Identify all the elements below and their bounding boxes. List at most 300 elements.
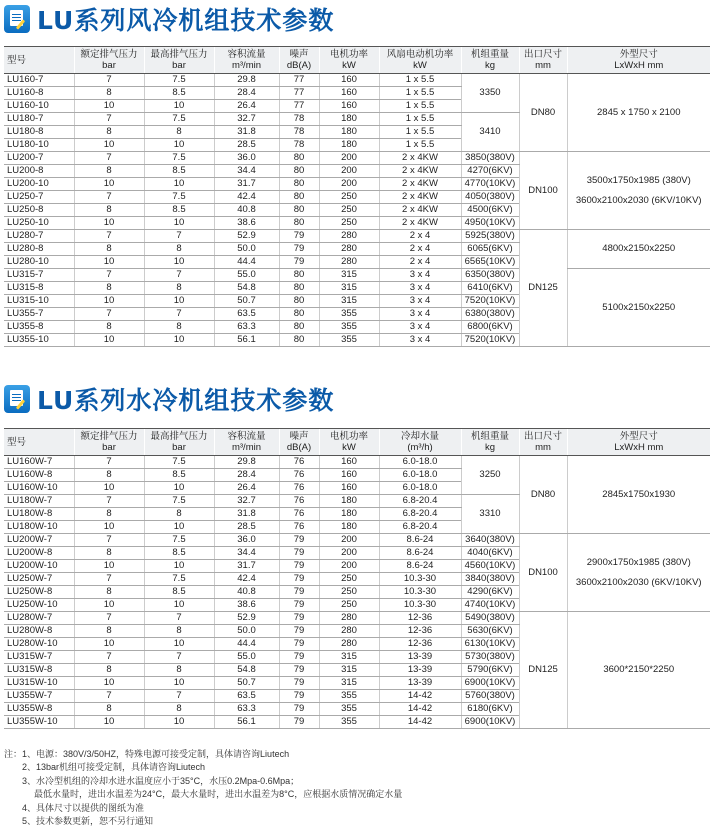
rated-pressure-cell: 8 bbox=[74, 664, 144, 677]
model-cell: LU200W-10 bbox=[4, 560, 74, 573]
document-pen-icon bbox=[4, 385, 30, 413]
motor-power-cell: 250 bbox=[319, 599, 379, 612]
max-pressure-cell: 10 bbox=[144, 217, 214, 230]
noise-cell: 80 bbox=[279, 178, 319, 191]
noise-cell: 77 bbox=[279, 87, 319, 100]
cooling-water-cell: 13-39 bbox=[379, 664, 461, 677]
weight-cell: 4560(10KV) bbox=[461, 560, 519, 573]
flow-cell: 40.8 bbox=[214, 204, 279, 217]
model-cell: LU250W-7 bbox=[4, 573, 74, 586]
dimensions-cell: 2845 x 1750 x 2100 bbox=[567, 74, 710, 152]
max-pressure-cell: 10 bbox=[144, 100, 214, 113]
noise-cell: 76 bbox=[279, 495, 319, 508]
motor-power-cell: 200 bbox=[319, 165, 379, 178]
motor-power-cell: 355 bbox=[319, 308, 379, 321]
outlet-size-cell: DN125 bbox=[519, 230, 567, 347]
weight-cell: 4950(10KV) bbox=[461, 217, 519, 230]
header-cell bbox=[379, 429, 461, 456]
header-label: 额定排气压力 bbox=[80, 431, 138, 442]
water-spec-table bbox=[4, 428, 710, 729]
rated-pressure-cell: 10 bbox=[74, 256, 144, 269]
cooling-water-cell: 14-42 bbox=[379, 716, 461, 729]
motor-power-cell: 250 bbox=[319, 217, 379, 230]
weight-cell: 6800(6KV) bbox=[461, 321, 519, 334]
flow-cell: 31.7 bbox=[214, 560, 279, 573]
header-label: 出口尺寸 bbox=[523, 49, 562, 60]
dimensions-cell-line: 3500x1750x1985 (380V) bbox=[586, 174, 691, 186]
flow-cell: 34.4 bbox=[214, 165, 279, 178]
motor-power-cell: 250 bbox=[319, 191, 379, 204]
air-title-text: LU系列风冷机组技术参数 bbox=[37, 6, 335, 35]
noise-cell: 80 bbox=[279, 165, 319, 178]
rated-pressure-cell: 8 bbox=[74, 243, 144, 256]
fan-power-cell: 2 x 4KW bbox=[379, 152, 461, 165]
noise-cell: 80 bbox=[279, 308, 319, 321]
rated-pressure-cell: 10 bbox=[74, 139, 144, 152]
noise-cell: 79 bbox=[279, 716, 319, 729]
model-cell: LU250-10 bbox=[4, 217, 74, 230]
max-pressure-cell: 7.5 bbox=[144, 534, 214, 547]
cooling-water-cell: 13-39 bbox=[379, 651, 461, 664]
model-cell: LU280-8 bbox=[4, 243, 74, 256]
motor-power-cell: 200 bbox=[319, 152, 379, 165]
fan-power-cell: 3 x 4 bbox=[379, 282, 461, 295]
note-5: 5、技术参数更新，恕不另行通知 bbox=[22, 816, 154, 827]
header-label: 额定排气压力 bbox=[80, 49, 138, 60]
flow-cell: 31.8 bbox=[214, 126, 279, 139]
dimensions-cell-line: 3600x2100x2030 (6KV/10KV) bbox=[575, 194, 702, 206]
outlet-size-cell: DN100 bbox=[519, 534, 567, 612]
flow-cell: 36.0 bbox=[214, 152, 279, 165]
water-section-title bbox=[4, 384, 334, 414]
weight-cell: 4290(6KV) bbox=[461, 586, 519, 599]
weight-cell: 4500(6KV) bbox=[461, 204, 519, 217]
dimensions-cell: 2845x1750x1930 bbox=[567, 456, 710, 534]
fan-power-cell: 1 x 5.5 bbox=[379, 87, 461, 100]
motor-power-cell: 355 bbox=[319, 690, 379, 703]
noise-cell: 80 bbox=[279, 282, 319, 295]
table-row bbox=[4, 74, 710, 87]
motor-power-cell: 160 bbox=[319, 469, 379, 482]
dimensions-cell-line: 3600x2100x2030 (6KV/10KV) bbox=[575, 576, 702, 588]
motor-power-cell: 180 bbox=[319, 508, 379, 521]
noise-cell: 80 bbox=[279, 334, 319, 347]
model-cell: LU250-7 bbox=[4, 191, 74, 204]
flow-cell: 54.8 bbox=[214, 664, 279, 677]
max-pressure-cell: 8 bbox=[144, 664, 214, 677]
rated-pressure-cell: 7 bbox=[74, 113, 144, 126]
weight-cell: 6900(10KV) bbox=[461, 716, 519, 729]
cooling-water-cell: 6.0-18.0 bbox=[379, 482, 461, 495]
noise-cell: 79 bbox=[279, 599, 319, 612]
rated-pressure-cell: 7 bbox=[74, 534, 144, 547]
fan-power-cell: 3 x 4 bbox=[379, 269, 461, 282]
outlet-size-cell: DN125 bbox=[519, 612, 567, 729]
model-cell: LU355-7 bbox=[4, 308, 74, 321]
fan-power-cell: 1 x 5.5 bbox=[379, 100, 461, 113]
rated-pressure-cell: 7 bbox=[74, 495, 144, 508]
fan-power-cell: 1 x 5.5 bbox=[379, 113, 461, 126]
header-unit: dB(A) bbox=[286, 60, 312, 71]
dimensions-cell-line: 2900x1750x1985 (380V) bbox=[586, 556, 691, 568]
weight-cell: 3350 bbox=[461, 74, 519, 113]
model-cell: LU160W-10 bbox=[4, 482, 74, 495]
header-unit: mm bbox=[535, 442, 551, 453]
flow-cell: 52.9 bbox=[214, 612, 279, 625]
footnotes bbox=[4, 748, 402, 828]
max-pressure-cell: 7 bbox=[144, 230, 214, 243]
note-4: 4、具体尺寸以提供的图纸为准 bbox=[22, 802, 145, 813]
flow-cell: 28.5 bbox=[214, 139, 279, 152]
weight-cell: 6565(10KV) bbox=[461, 256, 519, 269]
model-cell: LU180W-10 bbox=[4, 521, 74, 534]
header-label: 机组重量 bbox=[470, 49, 509, 60]
header-cell bbox=[74, 429, 144, 456]
header-cell bbox=[567, 47, 710, 74]
flow-cell: 26.4 bbox=[214, 100, 279, 113]
flow-cell: 31.7 bbox=[214, 178, 279, 191]
header-cell bbox=[567, 429, 710, 456]
header-label: 外型尺寸 bbox=[619, 49, 658, 60]
max-pressure-cell: 10 bbox=[144, 178, 214, 191]
weight-cell: 6380(380V) bbox=[461, 308, 519, 321]
max-pressure-cell: 8.5 bbox=[144, 204, 214, 217]
header-cell bbox=[214, 429, 279, 456]
header-cell bbox=[4, 429, 74, 456]
flow-cell: 56.1 bbox=[214, 334, 279, 347]
noise-cell: 80 bbox=[279, 191, 319, 204]
weight-cell: 6180(6KV) bbox=[461, 703, 519, 716]
header-label: 出口尺寸 bbox=[523, 431, 562, 442]
header-unit: dB(A) bbox=[286, 442, 312, 453]
rated-pressure-cell: 8 bbox=[74, 321, 144, 334]
noise-cell: 78 bbox=[279, 126, 319, 139]
header-label: 容积流量 bbox=[227, 431, 266, 442]
weight-cell: 3850(380V) bbox=[461, 152, 519, 165]
max-pressure-cell: 8.5 bbox=[144, 547, 214, 560]
header-label: 型号 bbox=[7, 54, 27, 66]
flow-cell: 50.0 bbox=[214, 625, 279, 638]
rated-pressure-cell: 10 bbox=[74, 716, 144, 729]
motor-power-cell: 180 bbox=[319, 521, 379, 534]
motor-power-cell: 200 bbox=[319, 547, 379, 560]
header-unit: mm bbox=[535, 60, 551, 71]
header-cell bbox=[144, 429, 214, 456]
noise-cell: 77 bbox=[279, 74, 319, 87]
rated-pressure-cell: 10 bbox=[74, 100, 144, 113]
weight-cell: 6900(10KV) bbox=[461, 677, 519, 690]
cooling-water-cell: 6.8-20.4 bbox=[379, 508, 461, 521]
flow-cell: 28.4 bbox=[214, 87, 279, 100]
max-pressure-cell: 7 bbox=[144, 269, 214, 282]
motor-power-cell: 280 bbox=[319, 256, 379, 269]
table-row bbox=[4, 152, 710, 165]
model-cell: LU315W-8 bbox=[4, 664, 74, 677]
max-pressure-cell: 8 bbox=[144, 625, 214, 638]
model-cell: LU315-7 bbox=[4, 269, 74, 282]
rated-pressure-cell: 8 bbox=[74, 87, 144, 100]
air-section-title bbox=[4, 4, 334, 34]
flow-cell: 38.6 bbox=[214, 217, 279, 230]
model-cell: LU180-7 bbox=[4, 113, 74, 126]
fan-power-cell: 3 x 4 bbox=[379, 308, 461, 321]
header-cell bbox=[279, 429, 319, 456]
max-pressure-cell: 7.5 bbox=[144, 495, 214, 508]
weight-cell: 3840(380V) bbox=[461, 573, 519, 586]
noise-cell: 76 bbox=[279, 456, 319, 469]
motor-power-cell: 200 bbox=[319, 560, 379, 573]
weight-cell: 3640(380V) bbox=[461, 534, 519, 547]
fan-power-cell: 1 x 5.5 bbox=[379, 74, 461, 87]
motor-power-cell: 355 bbox=[319, 321, 379, 334]
cooling-water-cell: 12-36 bbox=[379, 638, 461, 651]
rated-pressure-cell: 8 bbox=[74, 508, 144, 521]
dimensions-cell bbox=[567, 534, 710, 612]
model-cell: LU180W-8 bbox=[4, 508, 74, 521]
model-cell: LU315-10 bbox=[4, 295, 74, 308]
max-pressure-cell: 8 bbox=[144, 703, 214, 716]
motor-power-cell: 315 bbox=[319, 282, 379, 295]
model-cell: LU160-8 bbox=[4, 87, 74, 100]
noise-cell: 77 bbox=[279, 100, 319, 113]
flow-cell: 55.0 bbox=[214, 651, 279, 664]
model-cell: LU160-7 bbox=[4, 74, 74, 87]
model-cell: LU160W-7 bbox=[4, 456, 74, 469]
flow-cell: 63.3 bbox=[214, 321, 279, 334]
max-pressure-cell: 7.5 bbox=[144, 74, 214, 87]
motor-power-cell: 355 bbox=[319, 703, 379, 716]
model-cell: LU200W-8 bbox=[4, 547, 74, 560]
header-unit: m³/min bbox=[231, 442, 262, 453]
max-pressure-cell: 10 bbox=[144, 599, 214, 612]
header-cell bbox=[279, 47, 319, 74]
motor-power-cell: 280 bbox=[319, 230, 379, 243]
note-2: 2、13bar机组可接受定制，具体请咨询Liutech bbox=[22, 762, 206, 773]
flow-cell: 31.8 bbox=[214, 508, 279, 521]
model-cell: LU200-10 bbox=[4, 178, 74, 191]
header-unit: kg bbox=[484, 442, 496, 453]
fan-power-cell: 2 x 4KW bbox=[379, 191, 461, 204]
fan-power-cell: 2 x 4KW bbox=[379, 165, 461, 178]
model-cell: LU280W-7 bbox=[4, 612, 74, 625]
table-row bbox=[4, 456, 710, 469]
noise-cell: 80 bbox=[279, 152, 319, 165]
header-unit: LxWxH mm bbox=[614, 442, 664, 453]
rated-pressure-cell: 10 bbox=[74, 560, 144, 573]
max-pressure-cell: 7.5 bbox=[144, 113, 214, 126]
air-spec-table bbox=[4, 46, 710, 347]
rated-pressure-cell: 8 bbox=[74, 204, 144, 217]
motor-power-cell: 355 bbox=[319, 334, 379, 347]
flow-cell: 50.0 bbox=[214, 243, 279, 256]
weight-cell: 4270(6KV) bbox=[461, 165, 519, 178]
header-cell bbox=[519, 429, 567, 456]
weight-cell: 6410(6KV) bbox=[461, 282, 519, 295]
max-pressure-cell: 8.5 bbox=[144, 165, 214, 178]
document-pen-icon bbox=[4, 5, 30, 33]
rated-pressure-cell: 10 bbox=[74, 482, 144, 495]
header-unit: kW bbox=[342, 442, 356, 453]
model-cell: LU355W-7 bbox=[4, 690, 74, 703]
header-unit: LxWxH mm bbox=[614, 60, 664, 71]
flow-cell: 55.0 bbox=[214, 269, 279, 282]
flow-cell: 26.4 bbox=[214, 482, 279, 495]
weight-cell: 5630(6KV) bbox=[461, 625, 519, 638]
note-1: 1、电源：380V/3/50HZ，特殊电源可接受定制，具体请咨询Liutech bbox=[22, 749, 290, 759]
flow-cell: 34.4 bbox=[214, 547, 279, 560]
noise-cell: 79 bbox=[279, 547, 319, 560]
weight-cell: 5790(6KV) bbox=[461, 664, 519, 677]
motor-power-cell: 160 bbox=[319, 100, 379, 113]
cooling-water-cell: 6.0-18.0 bbox=[379, 456, 461, 469]
max-pressure-cell: 7.5 bbox=[144, 152, 214, 165]
weight-cell: 3310 bbox=[461, 495, 519, 534]
weight-cell: 5760(380V) bbox=[461, 690, 519, 703]
motor-power-cell: 160 bbox=[319, 482, 379, 495]
noise-cell: 79 bbox=[279, 612, 319, 625]
rated-pressure-cell: 7 bbox=[74, 191, 144, 204]
weight-cell: 4040(6KV) bbox=[461, 547, 519, 560]
weight-cell: 7520(10KV) bbox=[461, 334, 519, 347]
noise-cell: 79 bbox=[279, 243, 319, 256]
weight-cell: 4050(380V) bbox=[461, 191, 519, 204]
max-pressure-cell: 8 bbox=[144, 126, 214, 139]
notes-prefix: 注： bbox=[4, 749, 23, 759]
header-label: 噪声 bbox=[289, 49, 309, 60]
motor-power-cell: 315 bbox=[319, 677, 379, 690]
noise-cell: 78 bbox=[279, 139, 319, 152]
flow-cell: 42.4 bbox=[214, 191, 279, 204]
motor-power-cell: 315 bbox=[319, 295, 379, 308]
rated-pressure-cell: 10 bbox=[74, 217, 144, 230]
model-cell: LU315-8 bbox=[4, 282, 74, 295]
rated-pressure-cell: 7 bbox=[74, 308, 144, 321]
model-cell: LU180-8 bbox=[4, 126, 74, 139]
air-header-row bbox=[4, 47, 710, 74]
motor-power-cell: 160 bbox=[319, 87, 379, 100]
rated-pressure-cell: 8 bbox=[74, 625, 144, 638]
cooling-water-cell: 8.6-24 bbox=[379, 560, 461, 573]
rated-pressure-cell: 10 bbox=[74, 599, 144, 612]
motor-power-cell: 315 bbox=[319, 651, 379, 664]
motor-power-cell: 180 bbox=[319, 126, 379, 139]
model-cell: LU280-10 bbox=[4, 256, 74, 269]
flow-cell: 32.7 bbox=[214, 113, 279, 126]
motor-power-cell: 280 bbox=[319, 243, 379, 256]
dimensions-cell: 4800x2150x2250 bbox=[567, 230, 710, 269]
cooling-water-cell: 12-36 bbox=[379, 625, 461, 638]
header-cell bbox=[379, 47, 461, 74]
weight-cell: 3410 bbox=[461, 113, 519, 152]
rated-pressure-cell: 7 bbox=[74, 690, 144, 703]
header-label: 电机功率 bbox=[329, 431, 368, 442]
model-cell: LU355-10 bbox=[4, 334, 74, 347]
header-label: 容积流量 bbox=[227, 49, 266, 60]
fan-power-cell: 2 x 4KW bbox=[379, 178, 461, 191]
fan-power-cell: 2 x 4KW bbox=[379, 204, 461, 217]
noise-cell: 79 bbox=[279, 230, 319, 243]
header-unit: bar bbox=[172, 60, 186, 71]
fan-power-cell: 2 x 4 bbox=[379, 243, 461, 256]
weight-cell: 4740(10KV) bbox=[461, 599, 519, 612]
outlet-size-cell: DN100 bbox=[519, 152, 567, 230]
weight-cell: 5730(380V) bbox=[461, 651, 519, 664]
rated-pressure-cell: 10 bbox=[74, 677, 144, 690]
noise-cell: 79 bbox=[279, 534, 319, 547]
weight-cell: 7520(10KV) bbox=[461, 295, 519, 308]
motor-power-cell: 315 bbox=[319, 269, 379, 282]
table-row bbox=[4, 230, 710, 243]
weight-cell: 5490(380V) bbox=[461, 612, 519, 625]
model-cell: LU315W-10 bbox=[4, 677, 74, 690]
noise-cell: 76 bbox=[279, 508, 319, 521]
cooling-water-cell: 13-39 bbox=[379, 677, 461, 690]
rated-pressure-cell: 7 bbox=[74, 573, 144, 586]
noise-cell: 76 bbox=[279, 469, 319, 482]
cooling-water-cell: 8.6-24 bbox=[379, 547, 461, 560]
flow-cell: 38.6 bbox=[214, 599, 279, 612]
max-pressure-cell: 10 bbox=[144, 560, 214, 573]
weight-cell: 6350(380V) bbox=[461, 269, 519, 282]
rated-pressure-cell: 8 bbox=[74, 126, 144, 139]
motor-power-cell: 200 bbox=[319, 178, 379, 191]
noise-cell: 76 bbox=[279, 482, 319, 495]
model-cell: LU315W-7 bbox=[4, 651, 74, 664]
max-pressure-cell: 7.5 bbox=[144, 456, 214, 469]
model-cell: LU250W-10 bbox=[4, 599, 74, 612]
header-cell bbox=[461, 429, 519, 456]
cooling-water-cell: 10.3-30 bbox=[379, 599, 461, 612]
header-unit: (m³/h) bbox=[407, 442, 433, 453]
max-pressure-cell: 10 bbox=[144, 716, 214, 729]
noise-cell: 80 bbox=[279, 217, 319, 230]
rated-pressure-cell: 10 bbox=[74, 521, 144, 534]
rated-pressure-cell: 10 bbox=[74, 295, 144, 308]
weight-cell: 6065(6KV) bbox=[461, 243, 519, 256]
max-pressure-cell: 10 bbox=[144, 482, 214, 495]
header-unit: m³/min bbox=[231, 60, 262, 71]
flow-cell: 54.8 bbox=[214, 282, 279, 295]
noise-cell: 79 bbox=[279, 638, 319, 651]
header-label: 最高排气压力 bbox=[150, 49, 208, 60]
cooling-water-cell: 12-36 bbox=[379, 612, 461, 625]
model-cell: LU355W-8 bbox=[4, 703, 74, 716]
flow-cell: 52.9 bbox=[214, 230, 279, 243]
noise-cell: 79 bbox=[279, 651, 319, 664]
flow-cell: 40.8 bbox=[214, 586, 279, 599]
noise-cell: 79 bbox=[279, 573, 319, 586]
max-pressure-cell: 10 bbox=[144, 295, 214, 308]
max-pressure-cell: 7.5 bbox=[144, 191, 214, 204]
fan-power-cell: 1 x 5.5 bbox=[379, 139, 461, 152]
motor-power-cell: 160 bbox=[319, 74, 379, 87]
water-header-row bbox=[4, 429, 710, 456]
model-cell: LU200W-7 bbox=[4, 534, 74, 547]
flow-cell: 63.3 bbox=[214, 703, 279, 716]
motor-power-cell: 180 bbox=[319, 139, 379, 152]
dimensions-cell: 3600*2150*2250 bbox=[567, 612, 710, 729]
cooling-water-cell: 14-42 bbox=[379, 703, 461, 716]
motor-power-cell: 355 bbox=[319, 716, 379, 729]
header-cell bbox=[4, 47, 74, 74]
max-pressure-cell: 8.5 bbox=[144, 586, 214, 599]
flow-cell: 29.8 bbox=[214, 456, 279, 469]
flow-cell: 28.5 bbox=[214, 521, 279, 534]
model-cell: LU180W-7 bbox=[4, 495, 74, 508]
rated-pressure-cell: 7 bbox=[74, 269, 144, 282]
fan-power-cell: 2 x 4 bbox=[379, 256, 461, 269]
max-pressure-cell: 7 bbox=[144, 690, 214, 703]
